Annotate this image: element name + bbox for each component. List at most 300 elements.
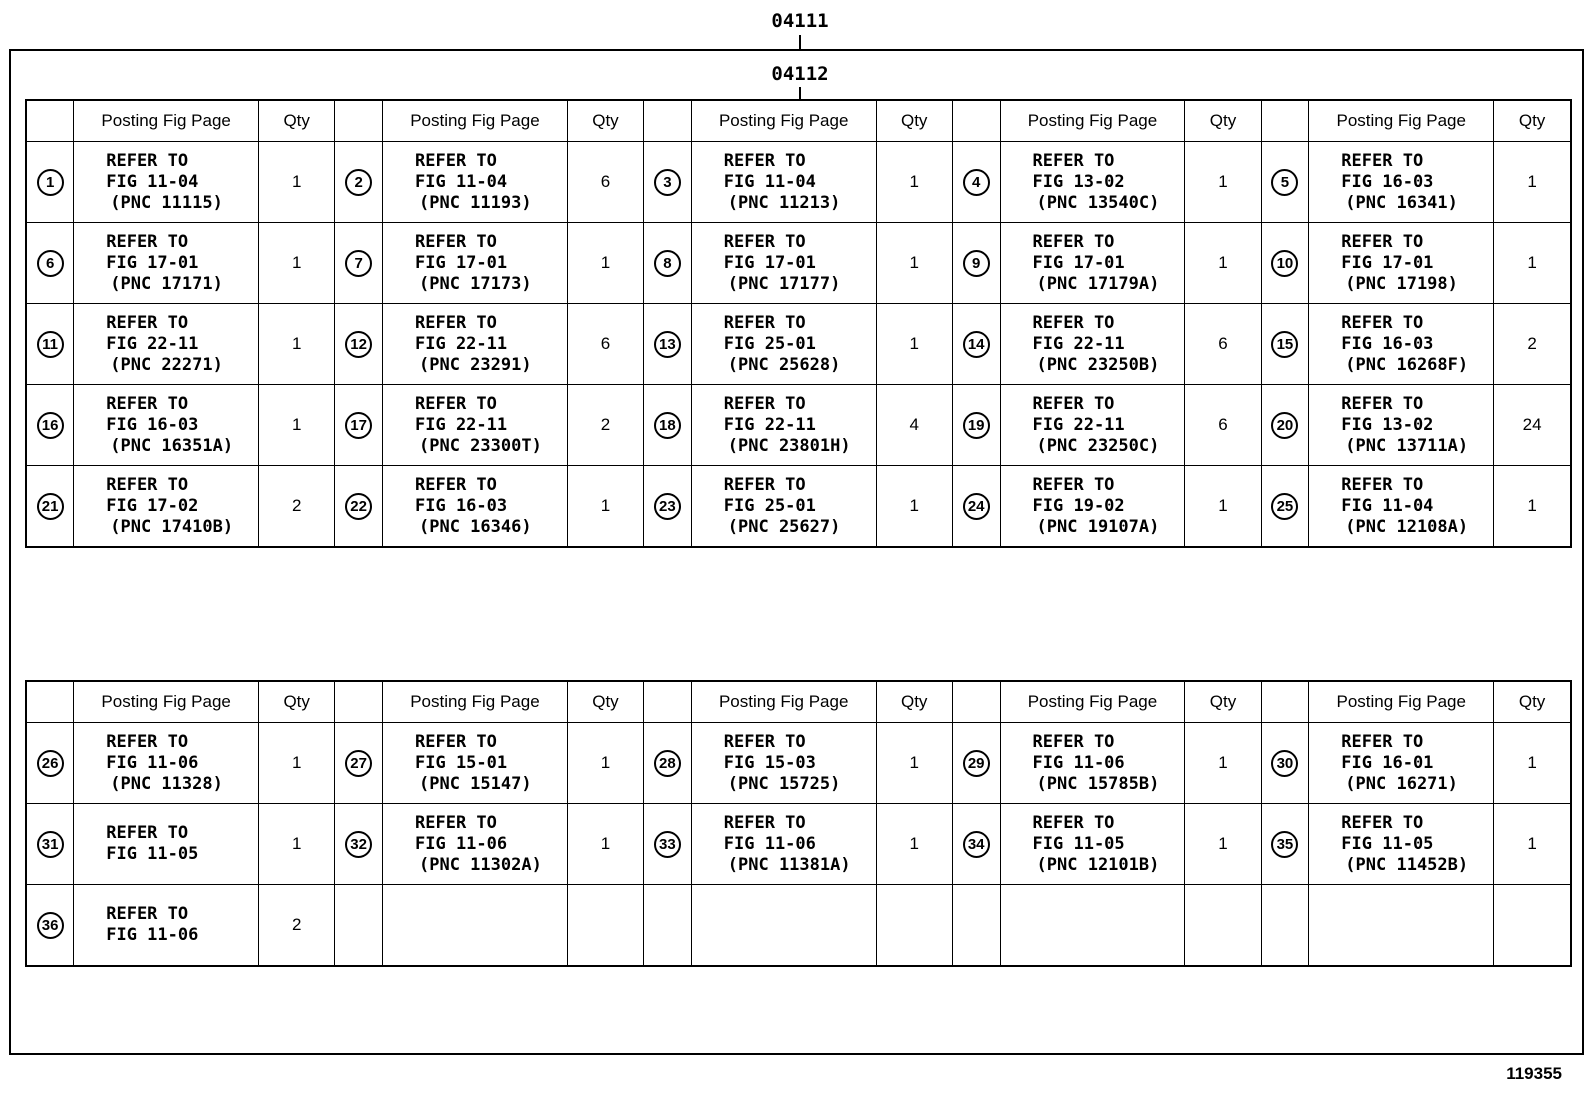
item-number-cell <box>335 804 383 885</box>
qty-cell <box>1185 304 1261 385</box>
qty-value: 6 <box>600 172 611 191</box>
qty-value: 1 <box>291 753 302 772</box>
refer-to-text: REFER TO <box>1032 812 1115 833</box>
qty-value: 1 <box>1527 496 1537 515</box>
fig-ref-text: FIG 11-06 <box>415 833 508 854</box>
callout-number: 5 <box>1271 169 1298 196</box>
item-number-cell <box>335 385 383 466</box>
pnc-text: (PNC 16271) <box>1345 773 1458 794</box>
reference-cell <box>1309 385 1494 466</box>
callout-number: 13 <box>654 331 681 358</box>
fig-ref-text: FIG 11-04 <box>723 171 816 192</box>
qty-cell <box>259 466 335 548</box>
callout-number: 33 <box>654 831 681 858</box>
pnc-text: (PNC 13540C) <box>1036 192 1160 213</box>
qty-value: 1 <box>1527 172 1537 191</box>
item-number-cell <box>644 223 692 304</box>
qty-cell <box>1185 223 1261 304</box>
pnc-text: (PNC 11213) <box>727 192 841 213</box>
qty-cell <box>567 885 643 967</box>
pnc-text: (PNC 19107A) <box>1036 516 1160 537</box>
item-number-cell <box>952 304 1000 385</box>
fig-ref-text: FIG 15-03 <box>723 752 816 773</box>
item-number-cell <box>26 142 74 223</box>
qty-cell <box>1185 723 1261 804</box>
qty-cell <box>567 466 643 548</box>
item-number-cell <box>952 885 1000 967</box>
fig-ref-text: FIG 17-02 <box>106 495 199 516</box>
fig-ref-text: FIG 11-05 <box>1032 833 1125 854</box>
pnc-text: (PNC 15725) <box>727 773 841 794</box>
qty-cell <box>567 223 643 304</box>
qty-cell <box>1494 223 1571 304</box>
fig-ref-text: FIG 13-02 <box>1341 414 1434 435</box>
header-qty: Qty <box>1185 681 1261 723</box>
table-row <box>26 885 1571 967</box>
reference-cell <box>74 466 259 548</box>
callout-number: 16 <box>37 412 64 439</box>
callout-number: 17 <box>345 412 372 439</box>
pnc-text: (PNC 17410B) <box>110 516 234 537</box>
fig-ref-text: FIG 17-01 <box>1032 252 1125 273</box>
assembly-code-inner: 04112 <box>771 63 829 85</box>
qty-cell <box>1185 385 1261 466</box>
header-posting-fig-page: Posting Fig Page <box>1000 681 1185 723</box>
refer-to-text: REFER TO <box>415 393 497 414</box>
callout-number: 18 <box>654 412 681 439</box>
refer-to-text: REFER TO <box>106 393 189 414</box>
reference-cell <box>1309 304 1494 385</box>
qty-value: 1 <box>1527 253 1537 272</box>
qty-value: 6 <box>1218 334 1228 353</box>
item-number-cell <box>26 223 74 304</box>
header-num-blank <box>952 100 1000 142</box>
pnc-text: (PNC 11328) <box>110 773 223 794</box>
reference-cell <box>1000 223 1185 304</box>
header-num-blank <box>1261 100 1309 142</box>
callout-number: 7 <box>345 250 372 277</box>
qty-value: 1 <box>1218 753 1228 772</box>
fig-ref-text: FIG 22-11 <box>1032 333 1125 354</box>
reference-cell <box>383 223 568 304</box>
qty-value: 2 <box>291 915 302 934</box>
reference-cell <box>74 385 259 466</box>
qty-cell <box>259 885 335 967</box>
qty-cell <box>567 723 643 804</box>
qty-cell <box>259 223 335 304</box>
item-number-cell <box>26 466 74 548</box>
refer-to-text: REFER TO <box>1341 312 1424 333</box>
item-number-cell <box>952 804 1000 885</box>
item-number-cell <box>644 885 692 967</box>
header-posting-fig-page: Posting Fig Page <box>1309 681 1494 723</box>
table-row <box>26 385 1571 466</box>
reference-cell <box>1309 804 1494 885</box>
qty-cell <box>1185 466 1261 548</box>
reference-cell <box>383 304 568 385</box>
item-number-cell <box>644 723 692 804</box>
callout-number: 4 <box>963 169 990 196</box>
reference-cell <box>1000 804 1185 885</box>
qty-value: 1 <box>291 253 302 272</box>
table-row <box>26 466 1571 548</box>
qty-cell <box>1185 804 1261 885</box>
item-number-cell <box>1261 804 1309 885</box>
reference-cell <box>383 723 568 804</box>
refer-to-text: REFER TO <box>415 231 497 252</box>
qty-cell <box>259 142 335 223</box>
qty-cell <box>876 723 952 804</box>
refer-to-text: REFER TO <box>415 150 497 171</box>
reference-cell <box>691 223 876 304</box>
callout-number: 30 <box>1271 750 1298 777</box>
callout-number: 9 <box>963 250 990 277</box>
header-num-blank <box>952 681 1000 723</box>
pnc-text: (PNC 25628) <box>727 354 841 375</box>
table-row <box>26 304 1571 385</box>
qty-value: 2 <box>600 415 611 434</box>
header-posting-fig-page: Posting Fig Page <box>1309 100 1494 142</box>
fig-ref-text: FIG 11-06 <box>1032 752 1125 773</box>
item-number-cell <box>644 804 692 885</box>
header-num-blank <box>644 681 692 723</box>
table-row <box>26 723 1571 804</box>
reference-cell <box>74 804 259 885</box>
header-posting-fig-page: Posting Fig Page <box>74 100 259 142</box>
qty-cell <box>876 385 952 466</box>
fig-ref-text: FIG 11-05 <box>1341 833 1434 854</box>
reference-cell <box>1000 304 1185 385</box>
pnc-text: (PNC 23300T) <box>419 435 542 456</box>
item-number-cell <box>1261 385 1309 466</box>
header-qty: Qty <box>1494 100 1571 142</box>
reference-cell <box>383 466 568 548</box>
pnc-text: (PNC 17198) <box>1345 273 1458 294</box>
refer-to-text: REFER TO <box>106 731 189 752</box>
reference-cell <box>74 304 259 385</box>
qty-cell <box>1185 885 1261 967</box>
qty-value: 1 <box>909 496 919 515</box>
refer-to-text: REFER TO <box>1341 393 1424 414</box>
callout-number: 21 <box>37 493 64 520</box>
refer-to-text: REFER TO <box>415 812 497 833</box>
qty-value: 1 <box>909 753 919 772</box>
qty-value: 1 <box>600 253 611 272</box>
table-row <box>26 223 1571 304</box>
refer-to-text: REFER TO <box>723 393 806 414</box>
refer-to-text: REFER TO <box>723 312 806 333</box>
callout-number: 25 <box>1271 493 1298 520</box>
refer-to-text: REFER TO <box>415 474 497 495</box>
qty-cell <box>876 466 952 548</box>
item-number-cell <box>644 304 692 385</box>
qty-cell <box>1185 142 1261 223</box>
qty-value: 1 <box>1218 834 1228 853</box>
callout-number: 34 <box>963 831 990 858</box>
callout-number: 29 <box>963 750 990 777</box>
callout-number: 6 <box>37 250 64 277</box>
qty-value: 1 <box>291 172 302 191</box>
header-posting-fig-page: Posting Fig Page <box>383 100 568 142</box>
reference-cell <box>74 223 259 304</box>
item-number-cell <box>335 723 383 804</box>
header-num-blank <box>335 100 383 142</box>
header-qty: Qty <box>259 681 335 723</box>
drawing-number: 119355 <box>1506 1064 1562 1083</box>
refer-to-text: REFER TO <box>106 823 189 843</box>
qty-cell <box>259 385 335 466</box>
callout-number: 15 <box>1271 331 1298 358</box>
refer-to-text: REFER TO <box>723 474 806 495</box>
pnc-text: (PNC 11302A) <box>419 854 542 875</box>
header-posting-fig-page: Posting Fig Page <box>74 681 259 723</box>
fig-ref-text: FIG 16-03 <box>1341 333 1434 354</box>
refer-to-text: REFER TO <box>1341 231 1424 252</box>
refer-to-text: REFER TO <box>1032 312 1115 333</box>
qty-value: 1 <box>291 415 302 434</box>
assembly-code-top: 04111 <box>771 10 829 32</box>
callout-number: 24 <box>963 493 990 520</box>
item-number-cell <box>952 223 1000 304</box>
table-row <box>26 804 1571 885</box>
refer-to-text: REFER TO <box>106 231 189 252</box>
fig-ref-text: FIG 11-04 <box>1341 495 1434 516</box>
refer-to-text: REFER TO <box>723 150 806 171</box>
header-qty: Qty <box>1185 100 1261 142</box>
reference-cell <box>1309 223 1494 304</box>
qty-cell <box>876 885 952 967</box>
refer-to-text: REFER TO <box>1032 150 1115 171</box>
fig-ref-text: FIG 25-01 <box>723 333 816 354</box>
callout-number: 23 <box>654 493 681 520</box>
callout-number: 32 <box>345 831 372 858</box>
callout-number: 36 <box>37 912 64 939</box>
fig-ref-text: FIG 17-01 <box>723 252 816 273</box>
fig-ref-text: FIG 16-01 <box>1341 752 1434 773</box>
qty-value: 1 <box>909 334 919 353</box>
pnc-text: (PNC 15785B) <box>1036 773 1160 794</box>
item-number-cell <box>335 885 383 967</box>
refer-to-text: REFER TO <box>1032 474 1115 495</box>
refer-to-text: REFER TO <box>723 731 806 752</box>
pnc-text: (PNC 23801H) <box>727 435 851 456</box>
item-number-cell <box>1261 304 1309 385</box>
fig-ref-text: FIG 17-01 <box>106 252 199 273</box>
pnc-text: (PNC 17173) <box>419 273 532 294</box>
pnc-text: (PNC 16346) <box>419 516 532 537</box>
header-qty: Qty <box>259 100 335 142</box>
reference-cell <box>74 885 259 967</box>
header-posting-fig-page: Posting Fig Page <box>691 100 876 142</box>
reference-cell <box>1309 142 1494 223</box>
fig-ref-text: FIG 19-02 <box>1032 495 1125 516</box>
callout-number: 10 <box>1271 250 1298 277</box>
fig-ref-text: FIG 22-11 <box>1032 414 1125 435</box>
callout-number: 12 <box>345 331 372 358</box>
qty-cell <box>259 304 335 385</box>
connector-line-inner <box>799 87 801 99</box>
refer-to-text: REFER TO <box>1341 150 1424 171</box>
fig-ref-text: FIG 17-01 <box>1341 252 1434 273</box>
header-row <box>26 100 1571 142</box>
pnc-text: (PNC 23291) <box>419 354 532 375</box>
callout-number: 3 <box>654 169 681 196</box>
header-row <box>26 681 1571 723</box>
reference-cell <box>1000 723 1185 804</box>
reference-cell <box>74 723 259 804</box>
pnc-text: (PNC 12108A) <box>1345 516 1469 537</box>
qty-value: 1 <box>1527 834 1537 853</box>
pnc-text: (PNC 17171) <box>110 273 223 294</box>
qty-value: 6 <box>1218 415 1228 434</box>
header-posting-fig-page: Posting Fig Page <box>383 681 568 723</box>
callout-number: 27 <box>345 750 372 777</box>
reference-cell <box>691 885 876 967</box>
qty-cell <box>876 223 952 304</box>
table-row <box>26 142 1571 223</box>
qty-cell <box>1494 804 1571 885</box>
fig-ref-text: FIG 11-05 <box>106 844 199 864</box>
item-number-cell <box>26 304 74 385</box>
fig-ref-text: FIG 11-06 <box>723 833 816 854</box>
callout-number: 28 <box>654 750 681 777</box>
qty-cell <box>1494 142 1571 223</box>
reference-cell <box>74 142 259 223</box>
reference-cell <box>1000 466 1185 548</box>
fig-ref-text: FIG 11-06 <box>106 752 199 773</box>
refer-to-text: REFER TO <box>1032 231 1115 252</box>
item-number-cell <box>335 466 383 548</box>
item-number-cell <box>644 466 692 548</box>
pnc-text: (PNC 23250B) <box>1036 354 1160 375</box>
callout-number: 19 <box>963 412 990 439</box>
pnc-text: (PNC 25627) <box>727 516 841 537</box>
callout-number: 2 <box>345 169 372 196</box>
refer-to-text: REFER TO <box>723 231 806 252</box>
callout-number: 14 <box>963 331 990 358</box>
reference-cell <box>1000 142 1185 223</box>
pnc-text: (PNC 12101B) <box>1036 854 1160 875</box>
header-posting-fig-page: Posting Fig Page <box>691 681 876 723</box>
item-number-cell <box>335 223 383 304</box>
pnc-text: (PNC 17179A) <box>1036 273 1160 294</box>
item-number-cell <box>952 723 1000 804</box>
item-number-cell <box>1261 723 1309 804</box>
reference-cell <box>691 466 876 548</box>
callout-number: 11 <box>37 331 64 358</box>
fig-ref-text: FIG 22-11 <box>106 333 199 354</box>
item-number-cell <box>1261 885 1309 967</box>
fig-ref-text: FIG 22-11 <box>723 414 816 435</box>
header-num-blank <box>26 681 74 723</box>
fig-ref-text: FIG 15-01 <box>415 752 508 773</box>
callout-number: 8 <box>654 250 681 277</box>
reference-cell <box>383 142 568 223</box>
pnc-text: (PNC 11452B) <box>1345 854 1469 875</box>
pnc-text: (PNC 11193) <box>419 192 532 213</box>
qty-value: 2 <box>1527 334 1537 353</box>
refer-to-text: REFER TO <box>1341 474 1424 495</box>
pnc-text: (PNC 11115) <box>110 192 223 213</box>
fig-ref-text: FIG 13-02 <box>1032 171 1125 192</box>
refer-to-text: REFER TO <box>106 312 189 333</box>
qty-cell <box>876 804 952 885</box>
item-number-cell <box>952 385 1000 466</box>
reference-cell <box>1000 885 1185 967</box>
item-number-cell <box>26 385 74 466</box>
reference-cell <box>383 804 568 885</box>
refer-to-text: REFER TO <box>1032 393 1115 414</box>
refer-to-text: REFER TO <box>106 150 189 171</box>
pnc-text: (PNC 23250C) <box>1036 435 1160 456</box>
item-number-cell <box>1261 466 1309 548</box>
qty-value: 1 <box>600 834 611 853</box>
pnc-text: (PNC 11381A) <box>727 854 851 875</box>
reference-cell <box>1309 885 1494 967</box>
header-qty: Qty <box>567 681 643 723</box>
qty-cell <box>567 385 643 466</box>
fig-ref-text: FIG 11-06 <box>106 925 199 945</box>
fig-ref-text: FIG 11-04 <box>106 171 199 192</box>
item-number-cell <box>26 804 74 885</box>
qty-cell <box>567 304 643 385</box>
reference-cell <box>691 304 876 385</box>
fig-ref-text: FIG 16-03 <box>106 414 199 435</box>
header-qty: Qty <box>876 100 952 142</box>
refer-to-text: REFER TO <box>415 731 497 752</box>
item-number-cell <box>1261 142 1309 223</box>
pnc-text: (PNC 15147) <box>419 773 532 794</box>
fig-ref-text: FIG 16-03 <box>415 495 508 516</box>
fig-ref-text: FIG 25-01 <box>723 495 816 516</box>
qty-value: 1 <box>600 753 611 772</box>
callout-number: 26 <box>37 750 64 777</box>
header-num-blank <box>644 100 692 142</box>
reference-cell <box>691 723 876 804</box>
header-num-blank <box>335 681 383 723</box>
qty-value: 1 <box>291 834 302 853</box>
qty-cell <box>1494 885 1571 967</box>
qty-cell <box>876 142 952 223</box>
qty-cell <box>1494 466 1571 548</box>
item-number-cell <box>335 142 383 223</box>
fig-ref-text: FIG 11-04 <box>415 171 508 192</box>
qty-value: 1 <box>1218 496 1228 515</box>
header-num-blank <box>1261 681 1309 723</box>
reference-cell <box>691 142 876 223</box>
refer-to-text: REFER TO <box>723 812 806 833</box>
reference-cell <box>1000 385 1185 466</box>
reference-cell <box>383 885 568 967</box>
qty-value: 1 <box>600 496 611 515</box>
header-qty: Qty <box>567 100 643 142</box>
callout-number: 22 <box>345 493 372 520</box>
qty-value: 1 <box>1527 753 1537 772</box>
item-number-cell <box>335 304 383 385</box>
qty-cell <box>259 723 335 804</box>
reference-cell <box>1309 466 1494 548</box>
qty-cell <box>1494 385 1571 466</box>
qty-value: 1 <box>909 172 919 191</box>
header-qty: Qty <box>876 681 952 723</box>
reference-cell <box>1309 723 1494 804</box>
callout-number: 31 <box>37 831 64 858</box>
fig-ref-text: FIG 17-01 <box>415 252 508 273</box>
header-num-blank <box>26 100 74 142</box>
qty-value: 1 <box>1218 172 1228 191</box>
pnc-text: (PNC 16268F) <box>1345 354 1469 375</box>
refer-to-text: REFER TO <box>1032 731 1115 752</box>
